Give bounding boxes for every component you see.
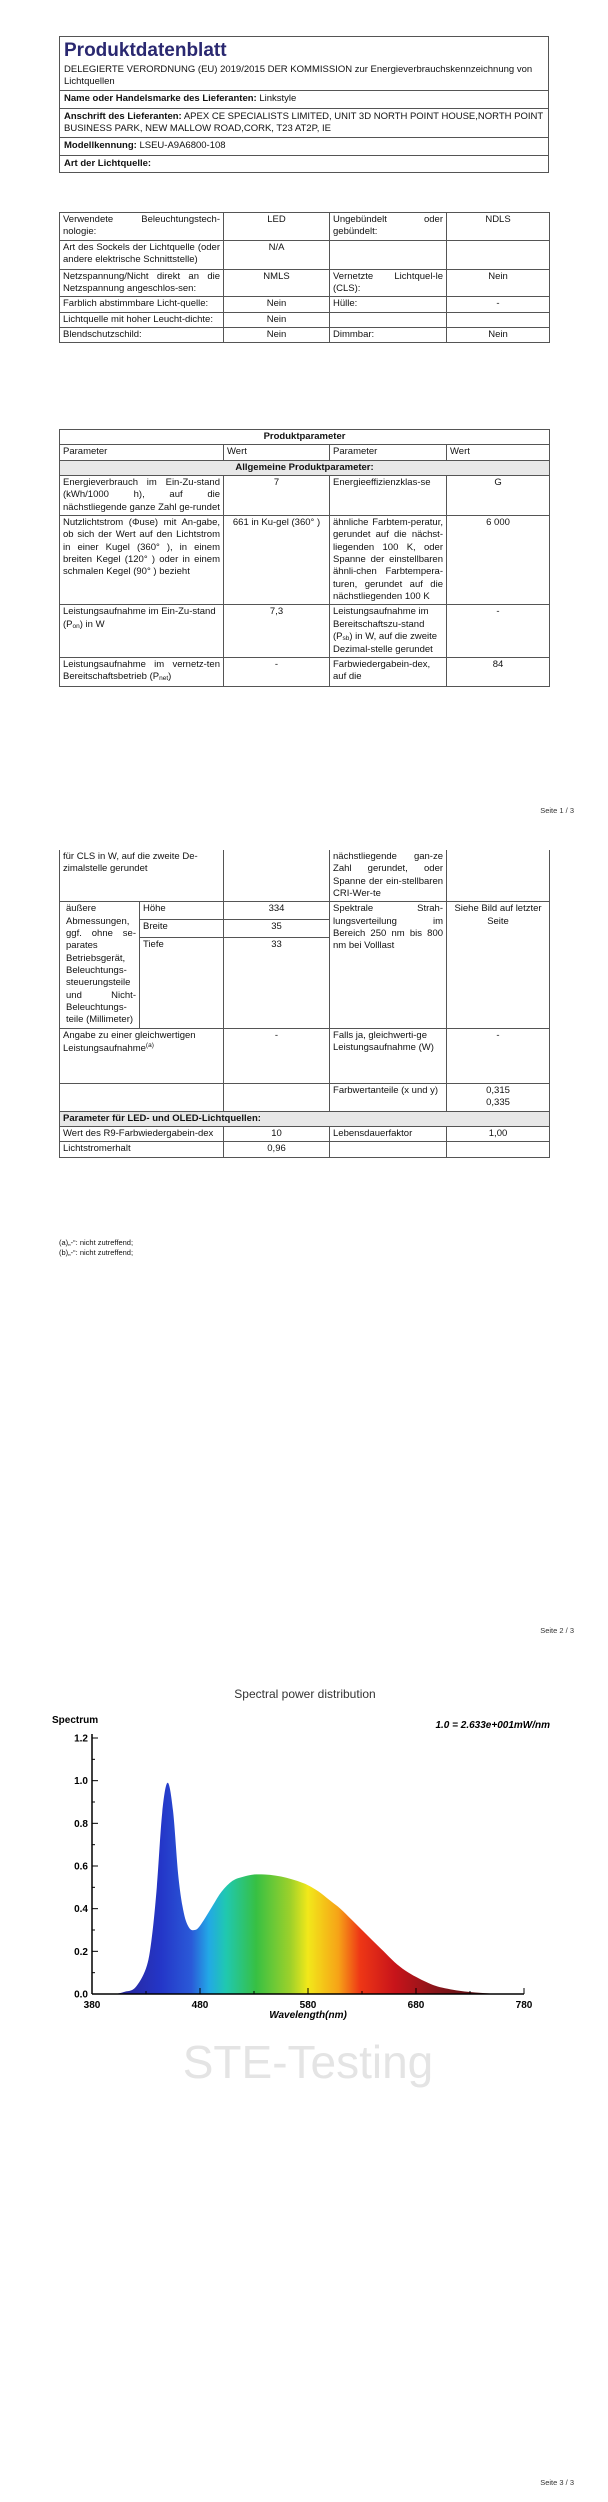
color-temp-label: ähnliche Farbtem-peratur, gerundet auf die nächst-liegenden 100 K, oder Spanne der einstellbaren ähnli-chen Farbtempera-turen, gerundet auf die nächstliegenden 100 K: [330, 516, 447, 605]
page-number-1: Seite 1 / 3: [540, 806, 574, 815]
energy-class-value: G: [447, 476, 550, 516]
type-param-value: Nein: [224, 328, 330, 343]
y-tick-label: 0.2: [74, 1946, 88, 1958]
dim-height-value: 334: [224, 902, 330, 920]
supplier-name-label: Name oder Handelsmarke des Lieferanten:: [64, 93, 257, 105]
power-on-value: 7,3: [224, 605, 330, 657]
x-tick-label: 480: [191, 2000, 209, 2011]
dim-depth-value: 33: [224, 937, 330, 1028]
y-tick-label: 0.0: [74, 1989, 88, 2001]
footnotes: [59, 1238, 133, 1258]
led-params-heading: Parameter für LED- und OLED-Lichtquellen:: [60, 1111, 550, 1126]
survival-factor-label: Lebensdauerfaktor: [330, 1126, 447, 1141]
chart-title: Spectral power distribution: [234, 1687, 376, 1701]
standby-power-value: -: [447, 605, 550, 657]
type-param-value: LED: [224, 213, 330, 241]
type-param-label-2: [330, 240, 447, 269]
type-param-label: Netzspannung/Nicht direkt an die Netzspannung angeschlos-sen:: [60, 269, 224, 297]
type-row: [60, 297, 550, 312]
type-param-label: Lichtquelle mit hoher Leucht-dichte:: [60, 312, 224, 327]
lumen-maintenance-value: 0,96: [224, 1142, 330, 1157]
x-axis-label: Wavelength(nm): [269, 2010, 347, 2021]
spectral-label: Spektrale Strah-lungsverteilung im Bereich 250 nm bis 800 nm bei Volllast: [330, 902, 447, 1028]
energy-consumption-label: Energieverbrauch im Ein-Zu-stand (kWh/1000 h), auf die nächstliegende ganze Zahl ge-rundet: [60, 476, 224, 516]
y-tick-label: 0.8: [74, 1818, 88, 1830]
cri-label: Farbwiedergabein-dex, auf die: [330, 657, 447, 686]
type-param-value-2: [447, 240, 550, 269]
networked-standby-label: Leistungsaufnahme im vernetz-ten Bereitschaftsbetrieb (Pnet): [60, 657, 224, 686]
equiv-power-value: -: [224, 1028, 330, 1083]
col-param-1: Parameter: [60, 445, 224, 460]
x-tick-label: 680: [407, 2000, 425, 2011]
spectrum-area: [92, 1783, 524, 1994]
power-on-label: Leistungsaufnahme im Ein-Zu-stand (Pon) in W: [60, 605, 224, 657]
type-param-label: Farblich abstimmbare Licht-quelle:: [60, 297, 224, 312]
cri-label-cont: nächstliegende gan-ze Zahl gerundet, oder Spanne der ein-stellbaren CRI-Wer-te: [330, 850, 447, 902]
dim-depth-label: Tiefe: [140, 937, 224, 1028]
chromaticity-value: 0,315 0,335: [447, 1083, 550, 1111]
equiv-power-label: Angabe zu einer gleichwertigen Leistungsaufnahme$^{(a)}$: [60, 1028, 224, 1083]
type-param-label: Verwendete Beleuchtungstech-nologie:: [60, 213, 224, 241]
type-row: [60, 213, 550, 241]
type-param-label-2: Dimmbar:: [330, 328, 447, 343]
general-params-heading: Allgemeine Produktparameter:: [60, 460, 550, 475]
type-table: [59, 212, 550, 343]
y-tick-label: 0.6: [74, 1861, 88, 1873]
networked-standby-value: -: [224, 657, 330, 686]
x-tick-label: 380: [83, 2000, 101, 2011]
dim-width-value: 35: [224, 920, 330, 938]
params-heading: Produktparameter: [60, 430, 550, 445]
type-param-value-2: Nein: [447, 328, 550, 343]
regulation-text: DELEGIERTE VERORDNUNG (EU) 2019/2015 DER KOMMISSION zur Energieverbrauchskennzeichnung von Lichtquellen: [64, 63, 533, 88]
footnote-a: (a)„-“: nicht zutreffend;: [59, 1238, 134, 1247]
page-number-2: Seite 2 / 3: [540, 1626, 574, 1635]
type-param-value-2: NDLS: [447, 213, 550, 241]
type-param-label-2: Vernetzte Lichtquel-le (CLS):: [330, 269, 447, 297]
x-tick-label: 780: [515, 2000, 533, 2011]
address-label: Anschrift des Lieferanten:: [64, 110, 182, 122]
type-param-value-2: Nein: [447, 269, 550, 297]
type-param-value-2: -: [447, 297, 550, 312]
supplier-address: APEX CE SPECIALISTS LIMITED, UNIT 3D NORTH POINT HOUSE,NORTH POINT BUSINESS PARK, NEW MALLOW ROAD,CORK, T23 AT2P, IE: [64, 110, 543, 135]
y-tick-label: 0.4: [74, 1904, 88, 1916]
lumen-maintenance-label: Lichtstromerhalt: [60, 1142, 224, 1157]
scale-note: 1.0 = 2.633e+001mW/nm: [435, 1720, 550, 1731]
r9-value: 10: [224, 1126, 330, 1141]
col-value-1: Wert: [224, 445, 330, 460]
model-id: LSEU-A9A6800-108: [139, 140, 226, 152]
footnote-b: (b)„-“: nicht zutreffend;: [59, 1248, 134, 1258]
luminous-flux-value: 661 in Ku-gel (360° ): [224, 516, 330, 605]
type-param-value-2: [447, 312, 550, 327]
y-axis-label: Spectrum: [52, 1715, 99, 1726]
type-row: [60, 269, 550, 297]
survival-factor-value: 1,00: [447, 1126, 550, 1141]
params-table: [59, 429, 550, 687]
col-value-2: Wert: [447, 445, 550, 460]
color-temp-value: 6 000: [447, 516, 550, 605]
model-label: Modellkennung:: [64, 140, 137, 152]
dim-width-label: Breite: [140, 920, 224, 938]
type-param-value: NMLS: [224, 269, 330, 297]
page-number-3: Seite 3 / 3: [540, 2478, 574, 2487]
networked-standby-label-cont: für CLS in W, auf die zweite De-zimalstelle gerundet: [60, 850, 224, 902]
type-param-label-2: Hülle:: [330, 297, 447, 312]
type-param-label: Blendschutzschild:: [60, 328, 224, 343]
type-param-value: N/A: [224, 240, 330, 269]
spectral-value: Siehe Bild auf letzter Seite: [447, 902, 550, 1028]
equiv-power-w-value: -: [447, 1028, 550, 1083]
dim-height-label: Höhe: [140, 902, 224, 920]
type-row: [60, 240, 550, 269]
type-param-label: Art des Sockels der Lichtquelle (oder andere elektrische Schnittstelle): [60, 240, 224, 269]
chromaticity-label: Farbwertanteile (x und y): [330, 1083, 447, 1111]
spectral-chart: [50, 1680, 560, 2090]
energy-consumption-value: 7: [224, 476, 330, 516]
type-param-value: Nein: [224, 312, 330, 327]
type-row: [60, 312, 550, 327]
standby-power-label: Leistungsaufnahme im Bereitschaftszu-stand (Psb) in W, auf die zweite Dezimal-stelle gerundet: [330, 605, 447, 657]
type-param-label-2: [330, 312, 447, 327]
x-tick-label: 580: [299, 2000, 317, 2011]
type-row: [60, 328, 550, 343]
luminous-flux-label: Nutzlichtstrom (Φuse) mit An-gabe, ob sich der Wert auf den Lichtstrom in einer Kugel (360° ), in einem breiten Kegel (120° ) oder in einem schmalen Kegel (90° ) bezieht: [60, 516, 224, 605]
page-3: [0, 1660, 608, 2502]
page-title: Produktdatenblatt: [64, 40, 227, 61]
cri-value: 84: [447, 657, 550, 686]
col-param-2: Parameter: [330, 445, 447, 460]
page-2: [0, 850, 608, 1650]
y-tick-label: 1.0: [74, 1776, 88, 1788]
watermark: STE-Testing: [182, 2036, 434, 2088]
type-param-value: Nein: [224, 297, 330, 312]
header-table: [59, 36, 549, 173]
y-tick-label: 1.2: [74, 1733, 88, 1745]
light-source-type-heading: Art der Lichtquelle:: [60, 155, 549, 172]
page-1: [0, 0, 608, 820]
supplier-name: Linkstyle: [259, 93, 297, 105]
equiv-power-w-label: Falls ja, gleichwerti-ge Leistungsaufnahme (W): [330, 1028, 447, 1083]
params-table-continued: [59, 850, 550, 1158]
type-param-label-2: Ungebündelt oder gebündelt:: [330, 213, 447, 241]
r9-label: Wert des R9-Farbwiedergabein-dex: [60, 1126, 224, 1141]
dimensions-label: äußere Abmessungen, ggf. ohne se-parates Betriebsgerät, Beleuchtungs-steuerungsteile und Nicht-Beleuchtungs-teile (Millimeter): [60, 902, 140, 1028]
energy-class-label: Energieeffizienzklas-se: [330, 476, 447, 516]
